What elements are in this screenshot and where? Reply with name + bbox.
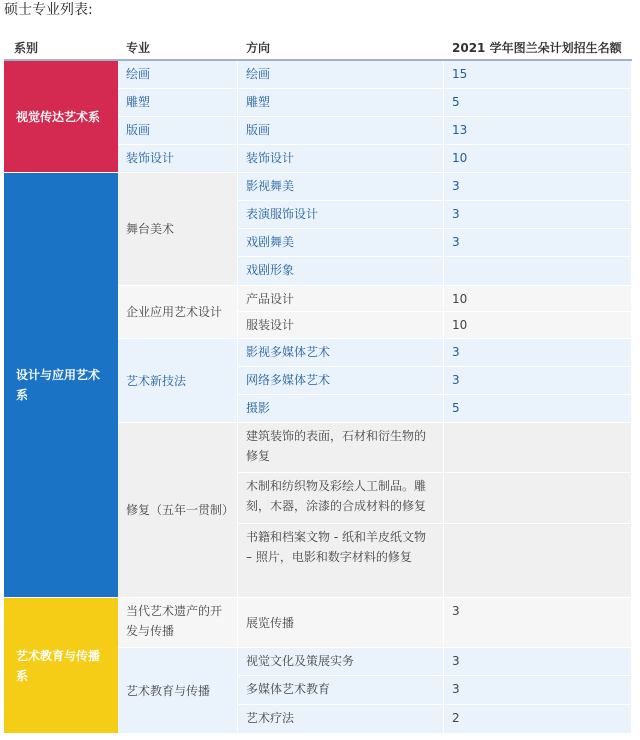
direction-cell: 服装设计: [238, 312, 444, 339]
quota-cell: [444, 423, 632, 473]
direction-cell: 展览传播: [238, 598, 444, 648]
header-direction: 方向: [246, 41, 271, 55]
direction-cell: 影视舞美: [238, 173, 444, 201]
major-cell: 装饰设计: [118, 145, 238, 173]
major-cell: 绘画: [118, 61, 238, 89]
quota-cell: 3: [444, 229, 632, 257]
dept-design-applied-arts: 设计与应用艺术系: [4, 173, 118, 598]
major-cell: 当代艺术遗产的开发与传播: [118, 598, 238, 648]
major-cell: 舞台美术: [118, 173, 238, 286]
major-cell: 修复（五年一贯制）: [118, 423, 238, 598]
direction-cell: 视觉文化及策展实务: [238, 648, 444, 676]
header-major: 专业: [126, 41, 151, 55]
direction-cell: 摄影: [238, 395, 444, 423]
direction-cell: 产品设计: [238, 286, 444, 312]
header-quota: 2021 学年图兰朵计划招生名额: [452, 41, 622, 55]
direction-cell: 戏剧形象: [238, 257, 444, 286]
direction-cell: 雕塑: [238, 89, 444, 117]
direction-cell: 影视多媒体艺术: [238, 339, 444, 367]
major-cell: 版画: [118, 117, 238, 145]
quota-cell: 5: [444, 395, 632, 423]
quota-cell: 3: [444, 367, 632, 395]
direction-cell: 多媒体艺术教育: [238, 676, 444, 705]
direction-cell: 版画: [238, 117, 444, 145]
quota-cell: 10: [444, 286, 632, 312]
quota-cell: [444, 524, 632, 598]
quota-cell: 5: [444, 89, 632, 117]
quota-cell: 13: [444, 117, 632, 145]
direction-cell: 绘画: [238, 61, 444, 89]
header-dept: 系别: [14, 41, 39, 55]
quota-cell: [444, 257, 632, 286]
dept-visual-communication: 视觉传达艺术系: [4, 61, 118, 173]
page-title: 硕士专业列表:: [4, 2, 93, 18]
major-cell: 雕塑: [118, 89, 238, 117]
quota-cell: 3: [444, 676, 632, 705]
quota-cell: 3: [444, 598, 632, 648]
direction-cell: 木制和纺织物及彩绘人工制品。雕刻，木器，涂漆的合成材料的修复: [238, 473, 444, 524]
direction-cell: 装饰设计: [238, 145, 444, 173]
direction-cell: 网络多媒体艺术: [238, 367, 444, 395]
direction-cell: 建筑装饰的表面，石材和衍生物的修复: [238, 423, 444, 473]
quota-cell: 3: [444, 201, 632, 229]
quota-cell: 3: [444, 173, 632, 201]
quota-cell: 10: [444, 145, 632, 173]
direction-cell: 表演服饰设计: [238, 201, 444, 229]
direction-cell: 戏剧舞美: [238, 229, 444, 257]
quota-cell: 15: [444, 61, 632, 89]
major-cell: 艺术新技法: [118, 339, 238, 423]
quota-cell: 3: [444, 648, 632, 676]
quota-cell: 10: [444, 312, 632, 339]
dept-art-education-communication: 艺术教育与传播系: [4, 598, 118, 734]
major-cell: 企业应用艺术设计: [118, 286, 238, 339]
quota-cell: [444, 473, 632, 524]
quota-cell: 3: [444, 339, 632, 367]
direction-cell: 艺术疗法: [238, 705, 444, 734]
major-cell: 艺术教育与传播: [118, 648, 238, 734]
direction-cell: 书籍和档案文物 - 纸和羊皮纸文物 – 照片，电影和数字材料的修复: [238, 524, 444, 598]
quota-cell: 2: [444, 705, 632, 734]
